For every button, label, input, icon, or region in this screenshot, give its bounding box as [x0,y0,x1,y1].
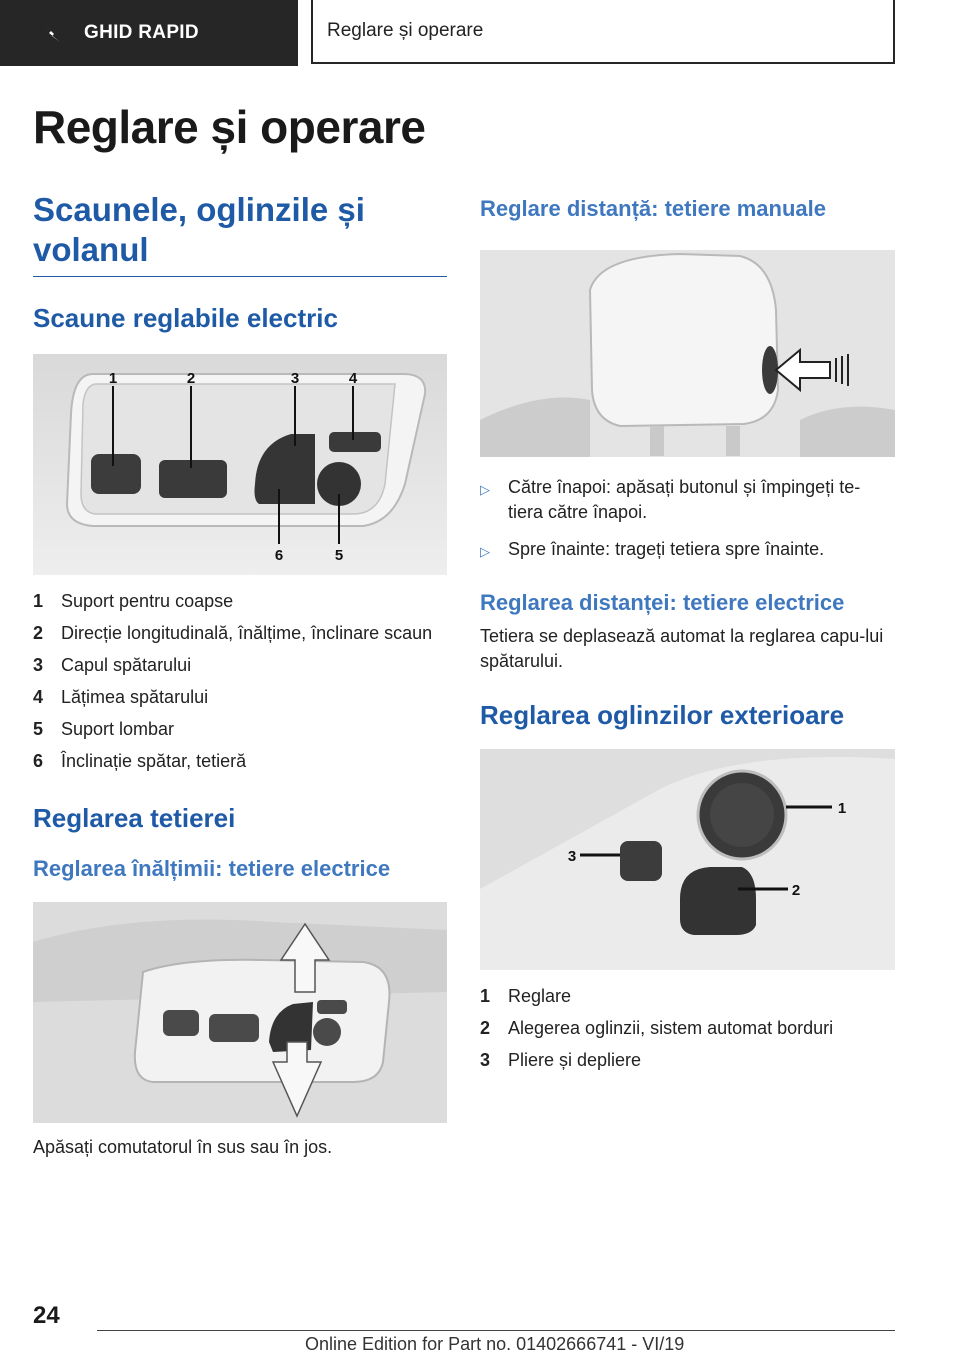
electric-distance-text: Tetiera se deplasează automat la reglarea capu-lui spătarului. [480,626,884,671]
manual-distance-heading: Reglare distanță: tetiere manuale [480,196,827,221]
electric-distance-heading: Reglarea distanței: tetiere electrice [480,590,845,615]
list-item: 1 Suport pentru coapse [33,591,234,611]
height-adjust-instruction: Apăsați comutatorul în sus sau în jos. [33,1137,333,1157]
mirror-callout-2: 2 [791,882,801,899]
list-item: 6 Înclinație spătar, tetieră [33,751,247,771]
section-tab-label: Reglare și operare [327,20,484,41]
left-column [33,190,447,1160]
headrest-height-figure [33,902,447,1123]
list-item: 2 Alegerea oglinzii, sistem automat borduri [480,1018,834,1038]
triangle-right-icon: ▷ [480,482,490,497]
mirror-callout-3: 3 [567,848,577,865]
top-navigation-bar [0,0,960,66]
seat-callout-5: 5 [334,547,344,564]
footer-edition: Online Edition for Part no. 01402666741 - VI/19 [305,1334,685,1354]
lightning-bolt-icon [40,21,64,45]
list-item: 1 Reglare [480,986,572,1006]
list-item: 3 Pliere și depliere [480,1050,642,1070]
seats-heading: Scaune reglabile electric [33,303,338,333]
list-item: ▷ Spre înainte: trageți tetiera spre înainte. [480,537,895,564]
triangle-right-icon: ▷ [480,544,490,559]
right-column [480,190,895,1080]
list-item: 2 Direcție longitudinală, înălțime, înclinare scaun [33,623,433,643]
list-item: 5 Suport lombar [33,719,175,739]
mirrors-heading: Reglarea oglinzilor exterioare [480,700,845,730]
list-item: 4 Lățimea spătarului [33,687,209,707]
page-title: Reglare și operare [33,101,426,153]
seat-controls-figure [33,354,447,575]
section-tab[interactable] [311,0,895,64]
seat-callout-4: 4 [348,370,358,387]
list-item: 3 Capul spătarului [33,655,192,675]
seat-callout-1: 1 [108,370,118,387]
seat-controls-list [33,589,447,773]
seat-callout-6: 6 [274,547,284,564]
quick-guide-tab[interactable] [0,0,298,66]
manual-headrest-figure [480,250,895,457]
headrest-heading: Reglarea tetierei [33,803,236,833]
seat-callout-2: 2 [186,370,196,387]
quick-guide-label: GHID RAPID [84,22,199,43]
section-heading: Scaunele, oglinzile și volanul [33,190,447,277]
list-item: ▷ Către înapoi: apăsați butonul și împingeți te-tiera către înapoi. [480,475,895,525]
mirror-callout-1: 1 [837,800,847,817]
mirror-controls-figure [480,749,895,970]
page-number: 24 [33,1302,60,1329]
manual-distance-steps [480,475,895,564]
seat-callout-3: 3 [290,370,300,387]
footer-divider [97,1330,895,1331]
mirror-controls-list [480,984,895,1072]
height-adjust-heading: Reglarea înălțimii: tetiere electrice [33,856,391,881]
